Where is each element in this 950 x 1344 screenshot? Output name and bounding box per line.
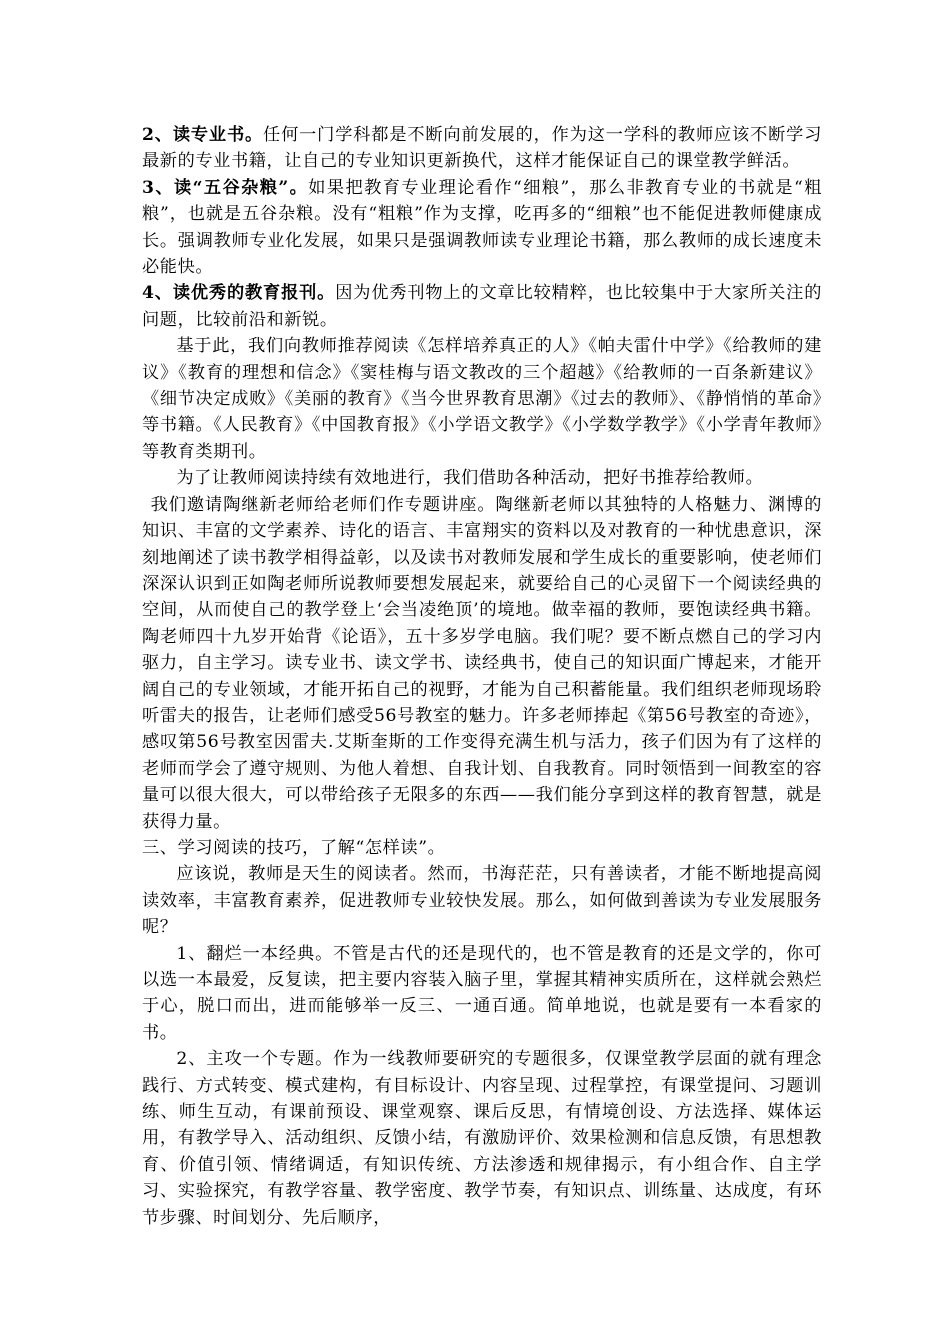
paragraph-read-coarse-grains (142, 175, 822, 281)
document-page (142, 122, 822, 1231)
paragraph-recommended-books: 基于此，我们向教师推荐阅读《怎样培养真正的人》《帕夫雷什中学》《给教师的建议》《教育的理想和信念》《窦桂梅与语文教改的三个超越》《给教师的一百条新建议》《细节决定成败》《美丽的教育》《当今世界教育思潮》《过去的教师》、《静悄悄的革命》等书籍。《人民教育》《中国教育报》《小学语文教学》《小学数学教学》《小学青年教师》等教育类期刊。 (142, 336, 822, 462)
paragraph-read-periodicals (142, 280, 822, 333)
paragraph-one-classic: 1、翻烂一本经典。不管是古代的还是现代的，也不管是教育的还是文学的，你可以选一本最爱，反复读，把主要内容装入脑子里，掌握其精神实质所在，这样就会熟烂于心，脱口而出，进而能够举一反三、一通百通。简单地说，也就是要有一本看家的书。 (142, 943, 822, 1043)
paragraph-lead: 4、读优秀的教育报刊。 (142, 283, 336, 304)
paragraph-lectures: 我们邀请陶继新老师给老师们作专题讲座。陶继新老师以其独特的人格魅力、渊博的知识、丰富的文学素养、诗化的语言、丰富翔实的资料以及对教育的一种忧患意识，深刻地阐述了读书教学相得益彰，以及读书对教师发展和学生成长的重要影响，使老师们深深认识到正如陶老师所说教师要想发展起来，就要给自己的心灵留下一个阅读经典的空间，从而使自己的教学登上‘会当凌绝顶’的境地。做幸福的教师，要饱读经典书籍。 陶老师四十九岁开始背《论语》，五十多岁学电脑。我们呢？要不断点燃自己的学习内驱力，自主学习。读专业书、读文学书、读经典书，使自己的知识面广博起来，才能开阔自己的专业领域，才能开拓自己的视野，才能为自己积蓄能量。我们组织老师现场聆听雷夫的报告，让老师们感受56号教室的魅力。许多老师捧起《第56号教室的奇迹》，感叹第56号教室因雷夫.艾斯奎斯的工作变得充满生机与活力，孩子们因为有了这样的老师而学会了遵守规则、为他人着想、自我计划、自我教育。同时领悟到一间教室的容量可以很大很大，可以带给孩子无限多的东西——我们能分享到这样的教育智慧，就是获得力量。 (142, 494, 822, 832)
paragraph-text: 因为优秀刊物上的文章比较精粹，也比较集中于大家所关注的问题，比较前沿和新锐。 (142, 283, 823, 330)
paragraph-activities-intro: 为了让教师阅读持续有效地进行，我们借助各种活动，把好书推荐给教师。 (176, 468, 764, 489)
paragraph-one-topic: 2、主攻一个专题。作为一线教师要研究的专题很多，仅课堂教学层面的就有理念践行、方式转变、模式建构，有目标设计、内容呈现、过程掌控，有课堂提问、习题训练、师生互动，有课前预设、课堂观察、课后反思，有情境创设、方法选择、媒体运用，有教学导入、活动组织、反馈小结，有激励评价、效果检测和信息反馈，有思想教育、价值引领、情绪调适，有知识传统、方法渗透和规律揭示，有小组合作、自主学习、实验探究，有教学容量、教学密度、教学节奏，有知识点、训练量、达成度，有环节步骤、时间划分、先后顺序， (142, 1049, 822, 1228)
paragraph-read-professional-books (142, 122, 822, 175)
paragraph-good-readers: 应该说，教师是天生的阅读者。然而，书海茫茫，只有善读者，才能不断地提高阅读效率，丰富教育素养，促进教师专业较快发展。那么，如何做到善读为专业发展服务呢？ (142, 864, 822, 938)
paragraph-text: 任何一门学科都是不断向前发展的，作为这一学科的教师应该不断学习最新的专业书籍，让自己的专业知识更新换代，这样才能保证自己的课堂教学鲜活。 (142, 125, 822, 172)
paragraph-lead: 2、读专业书。 (142, 125, 264, 145)
section-heading-how-to-read: 三、学习阅读的技巧，了解“怎样读”。 (142, 837, 446, 858)
paragraph-lead: 3、读“五谷杂粮”。 (142, 177, 309, 198)
paragraph-text: 如果把教育专业理论看作“细粮”，那么非教育专业的书就是“粗粮”，也就是五谷杂粮。没有“粗粮”作为支撑，吃再多的“细粮”也不能促进教师健康成长。强调教师专业化发展，如果只是强调教师读专业理论书籍，那么教师的成长速度未必能快。 (142, 177, 823, 278)
